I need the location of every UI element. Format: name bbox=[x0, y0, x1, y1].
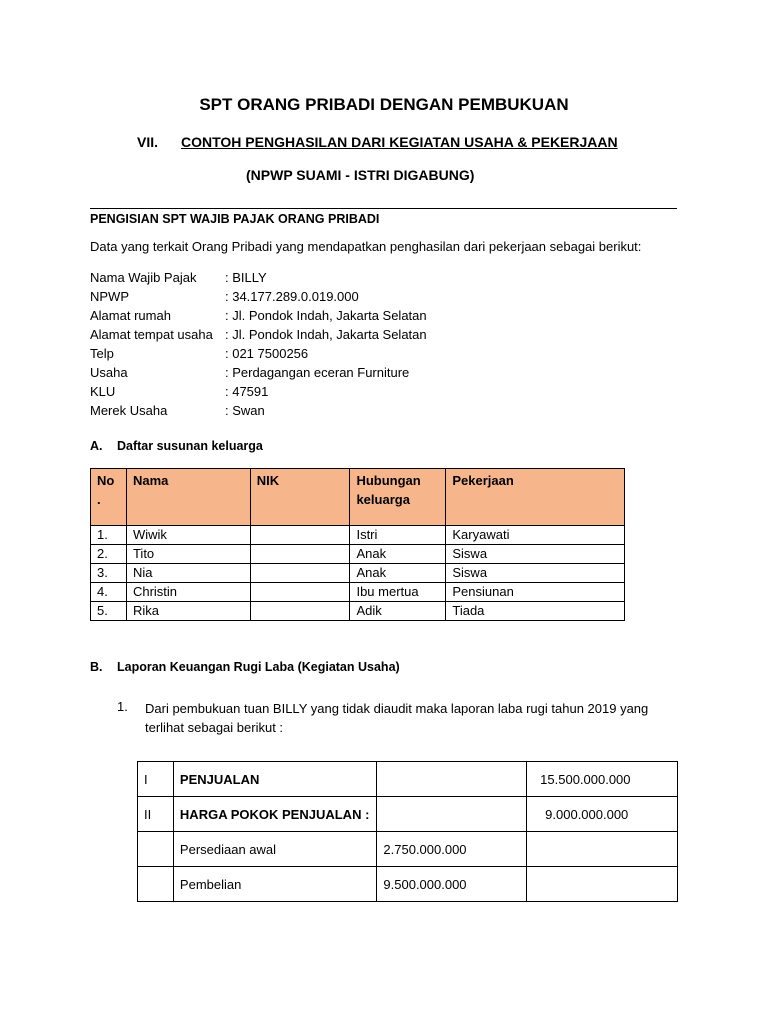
info-value: : BILLY bbox=[225, 270, 267, 285]
table-cell bbox=[138, 867, 174, 902]
table-cell: 4. bbox=[91, 583, 127, 602]
table-cell: Tiada bbox=[446, 602, 625, 621]
point-text: Dari pembukuan tuan BILLY yang tidak diaudit maka laporan laba rugi tahun 2019 yang terlihat sebagai berikut : bbox=[145, 701, 649, 735]
table-cell bbox=[250, 526, 350, 545]
header-cell-nik: NIK bbox=[250, 469, 350, 526]
table-row bbox=[91, 602, 625, 621]
info-row bbox=[90, 344, 427, 363]
subheading: PENGISIAN SPT WAJIB PAJAK ORANG PRIBADI bbox=[90, 212, 380, 226]
section-number: VII. bbox=[137, 134, 159, 150]
info-row bbox=[90, 325, 427, 344]
info-row bbox=[90, 363, 427, 382]
info-label: Nama Wajib Pajak bbox=[90, 270, 197, 285]
point-number: 1. bbox=[117, 699, 128, 714]
table-cell bbox=[377, 762, 527, 797]
table-cell: 2.750.000.000 bbox=[377, 832, 527, 867]
table-cell bbox=[250, 583, 350, 602]
table-cell: Istri bbox=[350, 526, 446, 545]
table-cell: Persediaan awal bbox=[173, 832, 376, 867]
table-row bbox=[138, 762, 678, 797]
family-table bbox=[90, 468, 625, 621]
document-title: SPT ORANG PRIBADI DENGAN PEMBUKUAN bbox=[199, 95, 569, 114]
table-cell: Wiwik bbox=[126, 526, 250, 545]
table-cell bbox=[377, 797, 527, 832]
table-cell: 3. bbox=[91, 564, 127, 583]
section-b-title: Laporan Keuangan Rugi Laba (Kegiatan Usaha) bbox=[117, 660, 400, 674]
info-label: NPWP bbox=[90, 289, 129, 304]
header-cell-occupation: Pekerjaan bbox=[446, 469, 625, 526]
intro-text: Data yang terkait Orang Pribadi yang mendapatkan penghasilan dari pekerjaan sebagai berikut: bbox=[90, 239, 642, 254]
info-row bbox=[90, 306, 427, 325]
table-cell bbox=[527, 832, 678, 867]
header-cell-name: Nama bbox=[126, 469, 250, 526]
info-value: : 47591 bbox=[225, 384, 269, 399]
info-row bbox=[90, 401, 427, 420]
table-header-row bbox=[91, 469, 625, 526]
table-cell: 15.500.000.000 bbox=[527, 762, 678, 797]
info-value: : 34.177.289.0.019.000 bbox=[225, 289, 359, 304]
table-row bbox=[91, 526, 625, 545]
info-row bbox=[90, 287, 427, 306]
info-value: : Perdagangan eceran Furniture bbox=[225, 365, 410, 380]
table-cell: Tito bbox=[126, 545, 250, 564]
info-label: Telp bbox=[90, 346, 114, 361]
table-cell: 5. bbox=[91, 602, 127, 621]
section-a-letter: A. bbox=[90, 439, 103, 453]
info-value: : Jl. Pondok Indah, Jakarta Selatan bbox=[225, 327, 427, 342]
info-row bbox=[90, 268, 427, 287]
table-cell: Karyawati bbox=[446, 526, 625, 545]
info-label: Merek Usaha bbox=[90, 403, 168, 418]
table-cell: Nia bbox=[126, 564, 250, 583]
info-label: Alamat tempat usaha bbox=[90, 327, 213, 342]
table-cell: 1. bbox=[91, 526, 127, 545]
table-cell: 9.500.000.000 bbox=[377, 867, 527, 902]
table-row bbox=[91, 583, 625, 602]
header-cell-no: No . bbox=[91, 469, 127, 526]
table-cell: Rika bbox=[126, 602, 250, 621]
table-cell bbox=[138, 832, 174, 867]
info-value: : Swan bbox=[225, 403, 265, 418]
profit-loss-table bbox=[137, 761, 678, 902]
table-cell bbox=[250, 602, 350, 621]
info-label: KLU bbox=[90, 384, 116, 399]
header-cell-relation: Hubungan keluarga bbox=[350, 469, 446, 526]
taxpayer-info bbox=[90, 268, 427, 420]
npwp-note: (NPWP SUAMI - ISTRI DIGABUNG) bbox=[246, 167, 475, 183]
divider-line bbox=[90, 208, 677, 209]
table-cell bbox=[527, 867, 678, 902]
info-value: : Jl. Pondok Indah, Jakarta Selatan bbox=[225, 308, 427, 323]
table-cell: HARGA POKOK PENJUALAN : bbox=[173, 797, 376, 832]
info-label: Usaha bbox=[90, 365, 128, 380]
table-cell: Anak bbox=[350, 545, 446, 564]
table-cell: Adik bbox=[350, 602, 446, 621]
section-title: CONTOH PENGHASILAN DARI KEGIATAN USAHA & PEKERJAAN bbox=[181, 134, 618, 150]
table-cell bbox=[250, 564, 350, 583]
table-cell: PENJUALAN bbox=[173, 762, 376, 797]
section-b-letter: B. bbox=[90, 660, 103, 674]
section-a-title: Daftar susunan keluarga bbox=[117, 439, 263, 453]
table-cell: I bbox=[138, 762, 174, 797]
table-cell: 9.000.000.000 bbox=[527, 797, 678, 832]
table-row bbox=[138, 832, 678, 867]
info-row bbox=[90, 382, 427, 401]
table-row bbox=[138, 867, 678, 902]
table-cell: Pensiunan bbox=[446, 583, 625, 602]
table-cell bbox=[250, 545, 350, 564]
table-cell: Pembelian bbox=[173, 867, 376, 902]
table-row bbox=[91, 545, 625, 564]
table-cell: Ibu mertua bbox=[350, 583, 446, 602]
table-row bbox=[138, 797, 678, 832]
table-cell: Anak bbox=[350, 564, 446, 583]
table-cell: 2. bbox=[91, 545, 127, 564]
table-row bbox=[91, 564, 625, 583]
table-cell: II bbox=[138, 797, 174, 832]
table-cell: Christin bbox=[126, 583, 250, 602]
info-label: Alamat rumah bbox=[90, 308, 171, 323]
table-cell: Siswa bbox=[446, 564, 625, 583]
table-cell: Siswa bbox=[446, 545, 625, 564]
info-value: : 021 7500256 bbox=[225, 346, 309, 361]
